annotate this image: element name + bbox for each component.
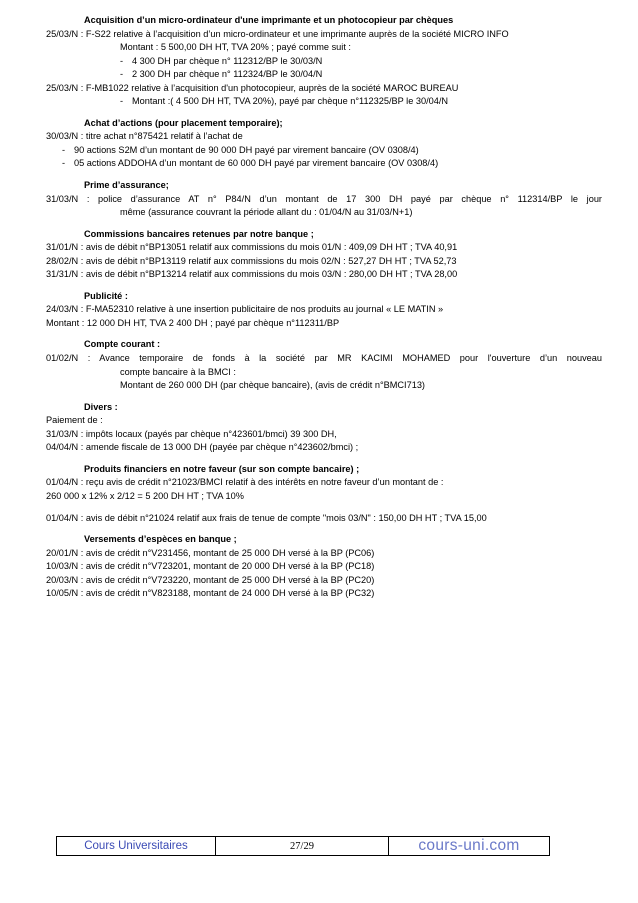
entry-line: compte bancaire à la BMCI : [120, 366, 236, 377]
entry-line: 260 000 x 12% x 2/12 = 5 200 DH HT ; TVA 10% [46, 490, 244, 501]
entry-line: 20/03/N : avis de crédit n°V723220, montant de 25 000 DH versé à la BP (PC20) [46, 574, 375, 585]
page-footer [56, 836, 550, 856]
page-number: 27/29 [216, 837, 389, 855]
entry-line: 20/01/N : avis de crédit n°V231456, montant de 25 000 DH versé à la BP (PC06) [46, 547, 375, 558]
dash-bullet: - [120, 69, 124, 80]
section-title-compte: Compte courant : [84, 339, 161, 350]
dash-bullet: - [62, 144, 66, 155]
entry-line: 01/04/N : avis de débit n°21024 relatif aux frais de tenue de compte "mois 03/N" : 150,00 DH HT ; TVA 15,00 [46, 512, 487, 523]
section-title-divers: Divers : [84, 401, 118, 412]
entry-line: 25/03/N : F-S22 relative à l’acquisition d’un micro-ordinateur et une imprimante auprès de la société MICRO INFO [46, 28, 509, 39]
bullet-text: 90 actions S2M d’un montant de 90 000 DH payé par virement bancaire (OV 0308/4) [74, 144, 419, 155]
section-title-produits: Produits financiers en notre faveur (sur son compte bancaire) ; [84, 463, 360, 474]
footer-course-label: Cours Universitaires [57, 837, 216, 855]
entry-line: 10/03/N : avis de crédit n°V723201, montant de 20 000 DH versé à la BP (PC18) [46, 561, 375, 572]
entry-line: 25/03/N : F-MB1022 relative à l’acquisition d'un photocopieur, auprès de la société MAROC BUREAU [46, 82, 459, 93]
bullet-line [46, 157, 602, 171]
entry-line: 31/01/N : avis de débit n°BP13051 relatif aux commissions du mois 01/N : 409,09 DH HT ; TVA 40,91 [46, 242, 458, 253]
entry-line: 31/03/N : police d’assurance AT n° P84/N d’un montant de 17 300 DH payé par chèque n° 112314/BP le jour [46, 193, 602, 204]
bullet-text: 2 300 DH par chèque n° 112324/BP le 30/04/N [132, 69, 323, 80]
entry-line: 31/31/N : avis de débit n°BP13214 relatif aux commissions du mois 03/N : 280,00 DH HT ; TVA 28,00 [46, 269, 458, 280]
entry-line: 24/03/N : F-MA52310 relative à une insertion publicitaire de nos produits au journal « LE MATIN » [46, 304, 444, 315]
bullet-text: Montant :( 4 500 DH HT, TVA 20%), payé par chèque n°112325/BP le 30/04/N [132, 96, 449, 107]
dash-bullet: - [120, 96, 124, 107]
section-title-publicite: Publicité : [84, 290, 128, 301]
dash-bullet: - [62, 158, 66, 169]
section-title-commissions: Commissions bancaires retenues par notre banque ; [84, 228, 314, 239]
entry-line: Montant : 5 500,00 DH HT, TVA 20% ; payé comme suit : [120, 42, 351, 53]
bullet-line [46, 55, 602, 69]
entry-line: Paiement de : [46, 415, 103, 426]
dash-bullet: - [120, 55, 124, 66]
entry-line: même (assurance couvrant la période allant du : 01/04/N au 31/03/N+1) [120, 207, 413, 218]
section-title-actions: Achat d’actions (pour placement temporaire); [84, 117, 283, 128]
entry-line: Montant : 12 000 DH HT, TVA 2 400 DH ; payé par chèque n°112311/BP [46, 317, 340, 328]
entry-line: 28/02/N : avis de débit n°BP13119 relatif aux commissions du mois 02/N : 527,27 DH HT ; TVA 52,73 [46, 255, 457, 266]
section-title-micro: Acquisition d’un micro-ordinateur d'une imprimante et un photocopieur par chèques [84, 15, 454, 25]
entry-line: 30/03/N : titre achat n°875421 relatif à l’achat de [46, 131, 243, 142]
section-title-assurance: Prime d’assurance; [84, 180, 169, 191]
document-body [46, 14, 602, 601]
entry-line: 31/03/N : impôts locaux (payés par chèque n°423601/bmci) 39 300 DH, [46, 428, 337, 439]
entry-line: 01/04/N : reçu avis de crédit n°21023/BMCI relatif à des intérêts en notre faveur d’un montant de : [46, 477, 444, 488]
bullet-line [46, 95, 602, 109]
bullet-line [46, 68, 602, 82]
bullet-text: 05 actions ADDOHA d’un montant de 60 000 DH payé par virement bancaire (OV 0308/4) [74, 158, 439, 169]
footer-site-logo: cours-uni.com [418, 837, 520, 854]
bullet-line [46, 144, 602, 158]
section-title-versements: Versements d’espèces en banque ; [84, 534, 237, 545]
entry-line: 10/05/N : avis de crédit n°V823188, montant de 24 000 DH versé à la BP (PC32) [46, 588, 375, 599]
entry-line: 01/02/N : Avance temporaire de fonds à la société par MR KACIMI MOHAMED pour l'ouverture d’un nouveau [46, 353, 602, 364]
bullet-text: 4 300 DH par chèque n° 112312/BP le 30/03/N [132, 55, 323, 66]
entry-line: 04/04/N : amende fiscale de 13 000 DH (payée par chèque n°423602/bmci) ; [46, 442, 359, 453]
entry-line: Montant de 260 000 DH (par chèque bancaire), (avis de crédit n°BMCI713) [120, 380, 425, 391]
